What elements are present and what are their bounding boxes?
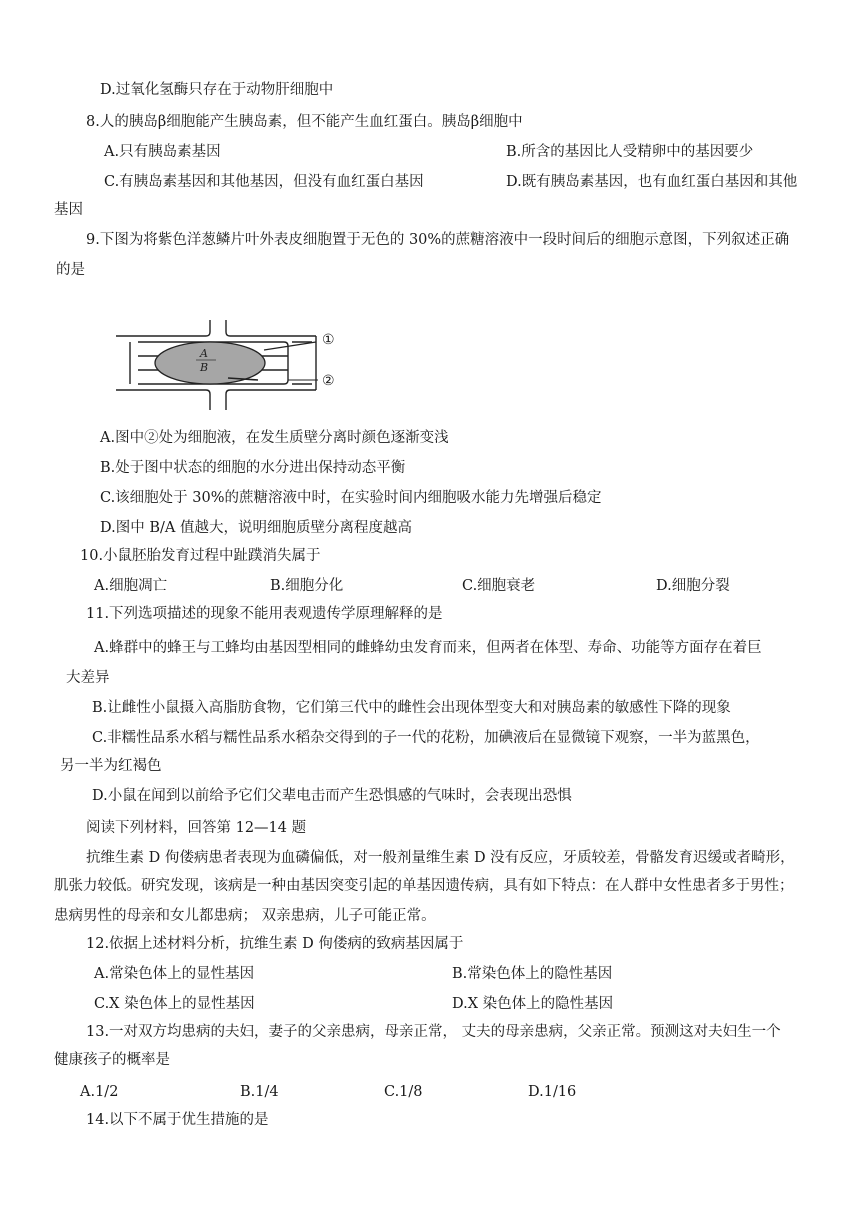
- q13-option-c: C.1/8: [384, 1084, 423, 1100]
- q8-option-d-line2: 基因: [54, 202, 83, 218]
- q9-stem-line2: 的是: [56, 262, 85, 278]
- q11-option-c-line2: 另一半为红褐色: [60, 758, 162, 774]
- q12-stem: 12.依据上述材料分析，抗维生素 D 佝偻病的致病基因属于: [86, 936, 464, 952]
- q13-option-d: D.1/16: [528, 1084, 577, 1100]
- q10-option-a: A.细胞凋亡: [94, 578, 168, 594]
- passage-line1: 抗维生素 D 佝偻病患者表现为血磷偏低，对一般剂量维生素 D 没有反应，牙质较差，骨骼发育迟缓或者畸形，: [86, 850, 795, 866]
- q10-option-d: D.细胞分裂: [656, 578, 730, 594]
- q8-option-d-line1: D.既有胰岛素基因，也有血红蛋白基因和其他: [506, 174, 798, 190]
- q11-stem: 11.下列选项描述的现象不能用表观遗传学原理解释的是: [86, 606, 443, 622]
- q11-option-d: D.小鼠在闻到以前给予它们父辈电击而产生恐惧感的气味时，会表现出恐惧: [92, 788, 572, 804]
- q11-option-b: B.让雌性小鼠摄入高脂肪食物，它们第三代中的雌性会出现体型变大和对胰岛素的敏感性下降的现象: [92, 700, 731, 716]
- onion-cell-diagram: [116, 320, 356, 412]
- passage-line2: 肌张力较低。研究发现，该病是一种由基因突变引起的单基因遗传病，具有如下特点：在人群中女性患者多于男性；: [54, 878, 794, 894]
- protoplast-shape: [155, 342, 265, 384]
- q14-stem: 14.以下不属于优生措施的是: [86, 1112, 269, 1128]
- q12-option-a: A.常染色体上的显性基因: [94, 966, 255, 982]
- q10-option-c: C.细胞衰老: [462, 578, 536, 594]
- q9-option-d: D.图中 B/A 值越大，说明细胞质壁分离程度越高: [100, 520, 412, 536]
- passage-intro: 阅读下列材料，回答第 12—14 题: [86, 820, 307, 836]
- q9-option-b: B.处于图中状态的细胞的水分进出保持动态平衡: [100, 460, 406, 476]
- marker-2: ②: [322, 373, 335, 389]
- q10-stem: 10.小鼠胚胎发育过程中趾蹼消失属于: [80, 548, 321, 564]
- q13-option-a: A.1/2: [80, 1084, 119, 1100]
- q11-option-a-line1: A.蜂群中的蜂王与工蜂均由基因型相同的雌蜂幼虫发育而来，但两者在体型、寿命、功能等方面存在着巨: [94, 640, 762, 656]
- q10-option-b: B.细胞分化: [270, 578, 344, 594]
- q12-option-b: B.常染色体上的隐性基因: [452, 966, 613, 982]
- label-b: B: [200, 361, 209, 374]
- passage-line3: 患病男性的母亲和女儿都患病； 双亲患病，儿子可能正常。: [54, 908, 436, 924]
- q13-option-b: B.1/4: [240, 1084, 279, 1100]
- q9-option-c: C.该细胞处于 30%的蔗糖溶液中时，在实验时间内细胞吸水能力先增强后稳定: [100, 490, 602, 506]
- q12-option-d: D.X 染色体上的隐性基因: [452, 996, 614, 1012]
- q11-option-a-line2: 大差异: [66, 670, 110, 686]
- q8-option-a: A.只有胰岛素基因: [104, 144, 221, 160]
- q8-option-b: B.所含的基因比人受精卵中的基因要少: [506, 144, 754, 160]
- q11-option-c-line1: C.非糯性品系水稻与糯性品系水稻杂交得到的子一代的花粉，加碘液后在显微镜下观察，一半为蓝黑色，: [92, 730, 760, 746]
- q7-option-d: D.过氧化氢酶只存在于动物肝细胞中: [100, 82, 334, 98]
- q13-stem-line2: 健康孩子的概率是: [54, 1052, 170, 1068]
- q8-option-c: C.有胰岛素基因和其他基因，但没有血红蛋白基因: [104, 174, 424, 190]
- label-a: A: [200, 347, 208, 360]
- q13-stem-line1: 13.一对双方均患病的夫妇，妻子的父亲患病，母亲正常， 丈夫的母亲患病，父亲正常。预测这对夫妇生一个: [86, 1024, 781, 1040]
- marker-1: ①: [322, 332, 335, 348]
- q9-option-a: A.图中②处为细胞液，在发生质壁分离时颜色逐渐变浅: [100, 430, 449, 446]
- q8-stem: 8.人的胰岛β细胞能产生胰岛素，但不能产生血红蛋白。胰岛β细胞中: [86, 114, 523, 130]
- q12-option-c: C.X 染色体上的显性基因: [94, 996, 255, 1012]
- q9-stem-line1: 9.下图为将紫色洋葱鳞片叶外表皮细胞置于无色的 30%的蔗糖溶液中一段时间后的细胞示意图，下列叙述正确: [86, 232, 790, 248]
